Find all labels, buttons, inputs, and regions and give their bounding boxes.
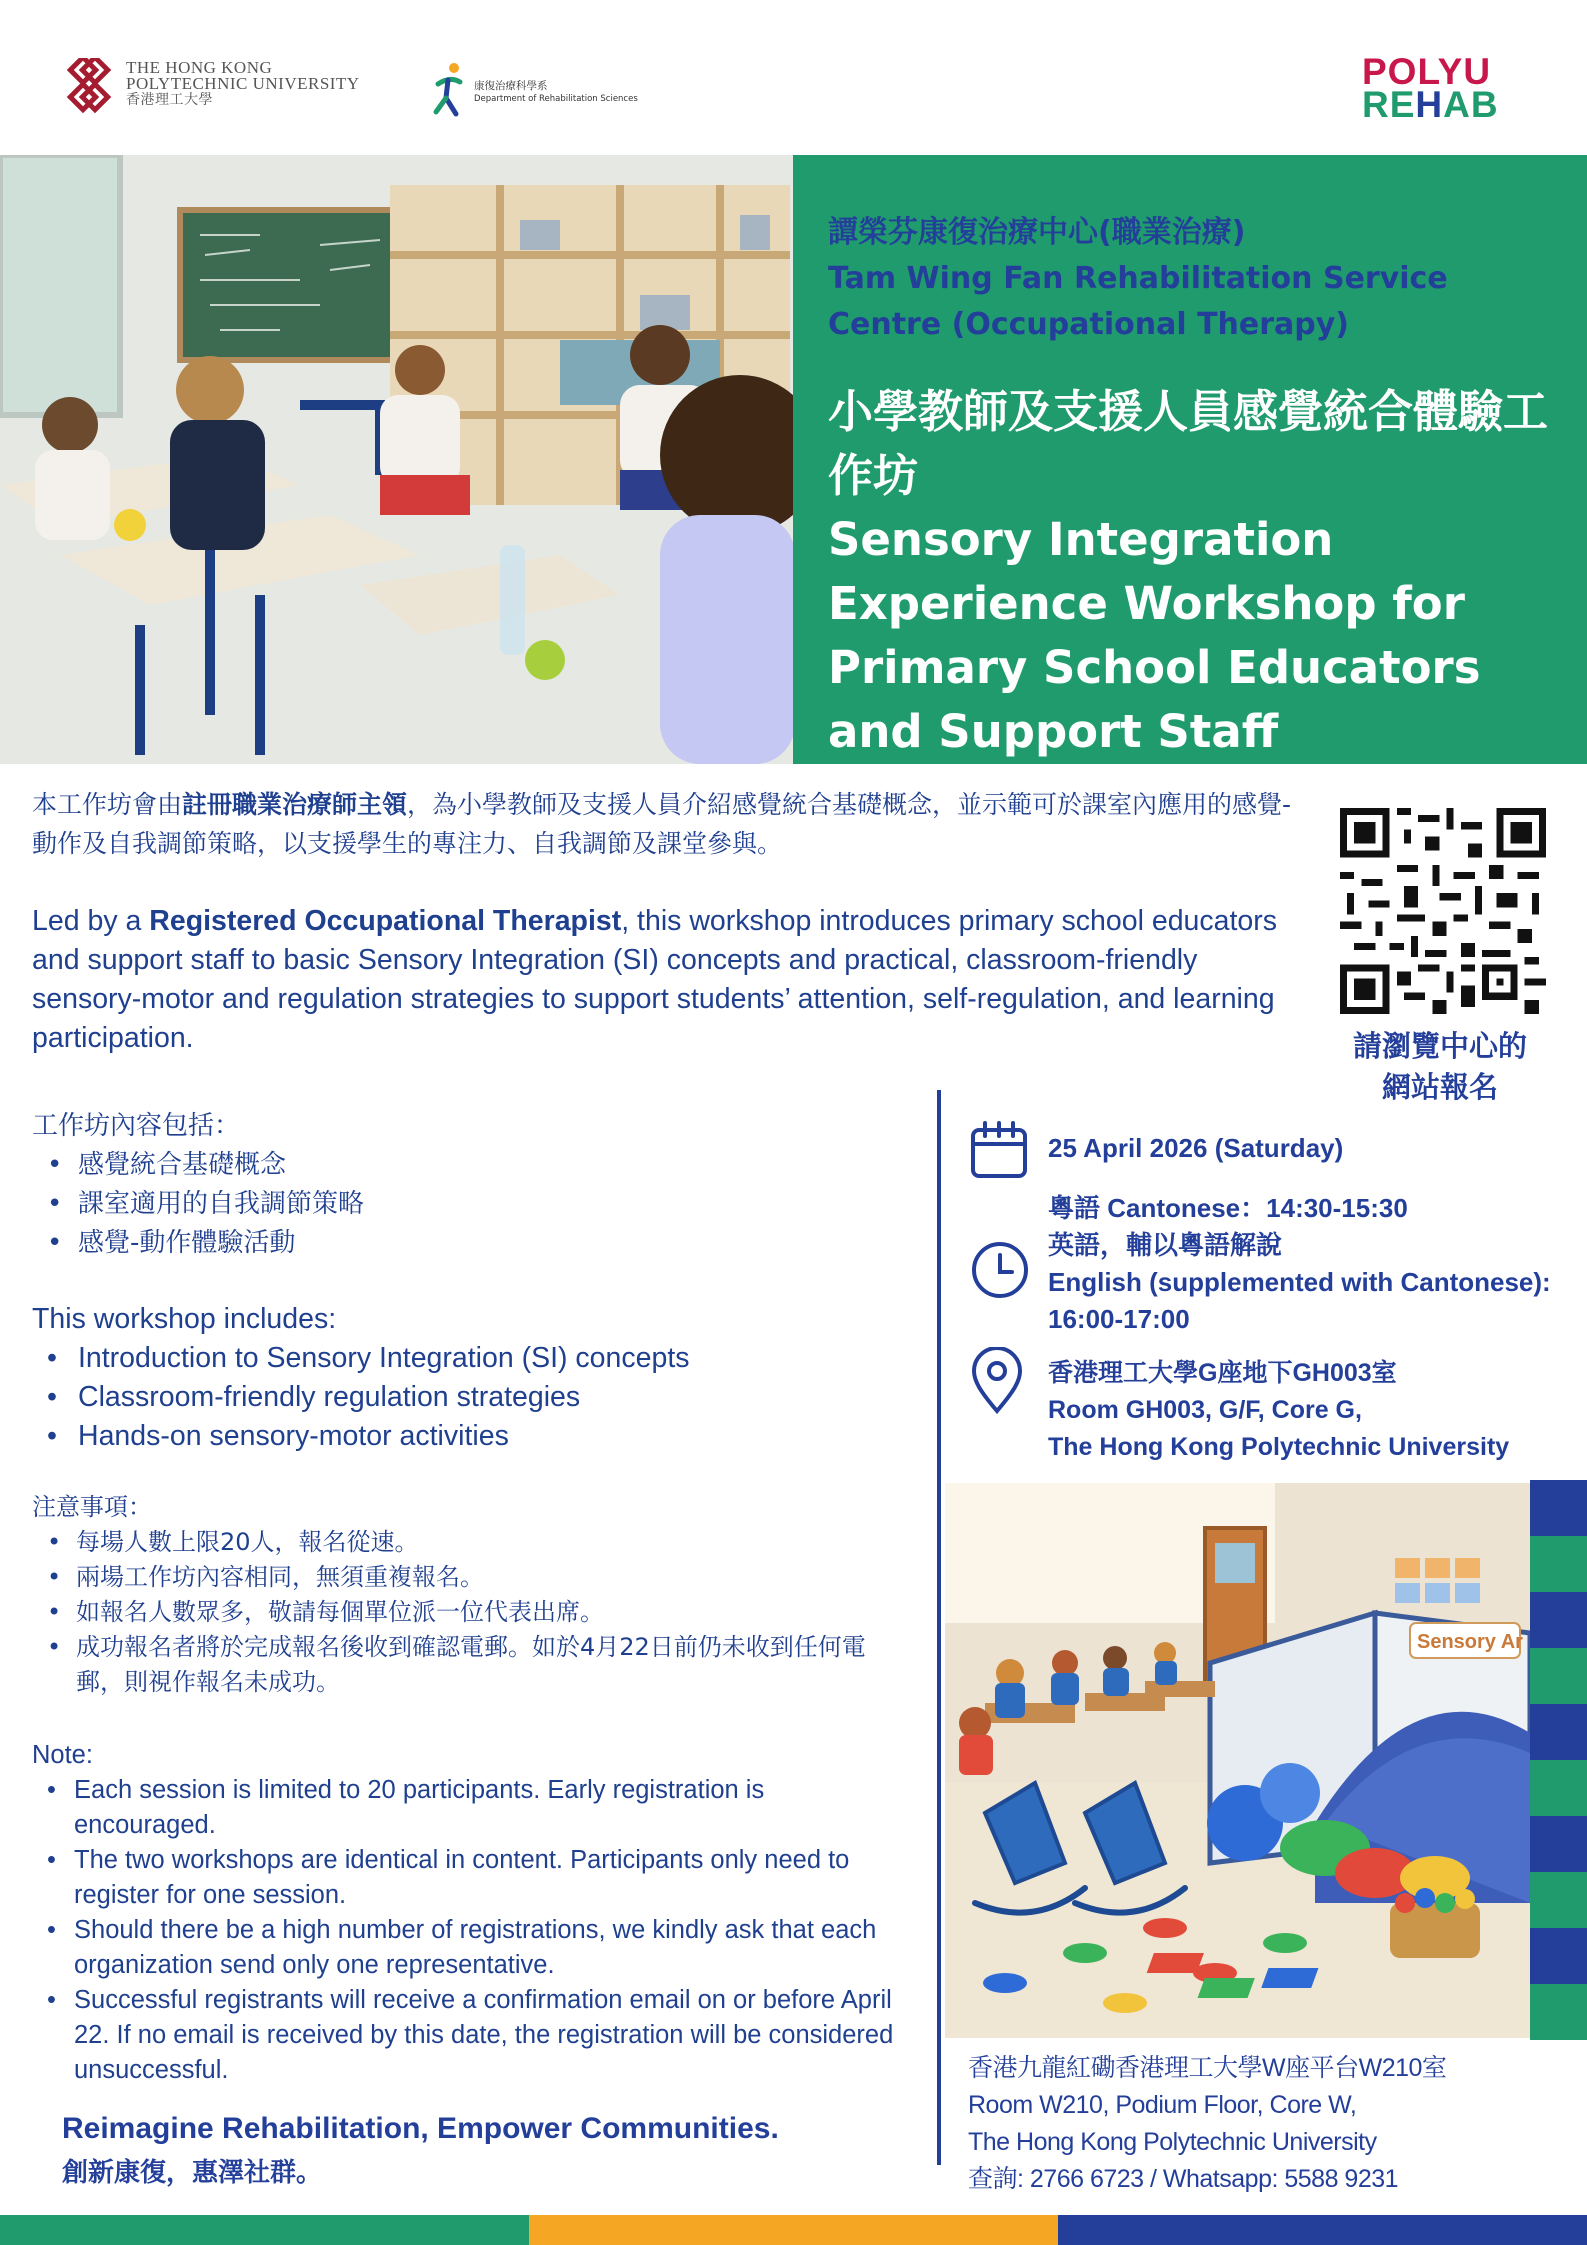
list-item: • Successful registrants will receive a confirmation email on or before April 22. If no email is received by this date, the registration will be considered unsuccessful.	[32, 1983, 912, 2088]
event-date: 25 April 2026 (Saturday)	[1048, 1133, 1344, 1163]
stripe-block	[1530, 1928, 1587, 1984]
qr-caption	[1325, 1026, 1555, 1108]
registration-qr-code[interactable]	[1340, 808, 1546, 1014]
classroom-photo	[0, 155, 793, 764]
dept-logo	[430, 60, 680, 120]
address-en-line1: Room W210, Podium Floor, Core W,	[968, 2091, 1357, 2119]
event-venue	[1048, 1355, 1578, 1466]
intro-en-before: Led by a	[32, 905, 150, 937]
venue-en-line2: The Hong Kong Polytechnic University	[1048, 1433, 1510, 1461]
intro-en-after: , this workshop introduces primary school educators and support staff to basic Sensory Integration (SI) concepts and practical, classroom-friendly sensory-motor and regulation strategies to support students’ attention, self-regulation, and learning participation.	[32, 905, 1278, 1054]
intro-zh-after: ，為小學教師及支援人員介紹感覺統合基礎概念，並示範可於課室內應用的感覺-動作及自我調節策略，以支援學生的專注力、自我調節及課堂參與。	[32, 790, 1292, 858]
clock-icon	[970, 1240, 1030, 1300]
polyu-name-zh: 香港理工大學	[126, 92, 213, 108]
polyu-rehab-logo	[1362, 51, 1499, 125]
intro-en	[32, 902, 1302, 1058]
list-item: • 感覺-動作體驗活動	[32, 1224, 932, 1263]
center-name-en: Tam Wing Fan Rehabilitation Service Centre (Occupational Therapy)	[828, 261, 1448, 342]
list-item: • 課室適用的自我調節策略	[32, 1185, 932, 1224]
list-item: • Each session is limited to 20 participants. Early registration is encouraged.	[32, 1773, 912, 1843]
sensory-area-sign: Sensory Ar	[1417, 1631, 1523, 1653]
address-en-line2: The Hong Kong Polytechnic University	[968, 2128, 1377, 2156]
calendar-icon	[970, 1120, 1028, 1180]
hero-panel	[793, 155, 1587, 764]
includes-en	[32, 1300, 932, 1456]
english-session-zh: 英語，輔以粵語解說	[1048, 1230, 1283, 1260]
notes-en-heading: Note:	[32, 1741, 93, 1769]
includes-zh-list	[32, 1146, 932, 1263]
dept-figure-icon	[430, 62, 470, 118]
rehab-logo-re: RE	[1362, 84, 1416, 125]
rehab-logo-ab: AB	[1443, 84, 1499, 125]
stripe-block	[1530, 1760, 1587, 1816]
footer-color-bar	[0, 2215, 1587, 2245]
workshop-title	[828, 380, 1573, 764]
slogan-zh: 創新康復，惠澤社群。	[62, 2158, 323, 2188]
cantonese-session: 粵語 Cantonese：14:30-15:30	[1048, 1193, 1408, 1223]
contact-info	[968, 2050, 1558, 2198]
list-item: • 感覺統合基礎概念	[32, 1146, 932, 1185]
includes-en-list	[32, 1339, 932, 1456]
dept-name-zh: 康復治療科學系	[474, 80, 548, 92]
notes-en-list	[32, 1773, 912, 2088]
list-item: • The two workshops are identical in content. Participants only need to register for one session.	[32, 1843, 912, 1913]
footer-bar-orange	[529, 2215, 1058, 2245]
stripe-block	[1530, 1536, 1587, 1592]
event-sessions	[1048, 1190, 1578, 1338]
polyu-name-line2: POLYTECHNIC UNIVERSITY	[126, 74, 360, 93]
list-item: • 成功報名者將於完成報名後收到確認電郵。如於4月22日前仍未收到任何電郵，則視作報名未成功。	[32, 1630, 912, 1700]
english-session-time: 16:00-17:00	[1048, 1304, 1190, 1334]
slogan-en: Reimagine Rehabilitation, Empower Communities.	[62, 2112, 779, 2145]
stripe-block	[1530, 1592, 1587, 1648]
sensory-room-illustration	[945, 1483, 1530, 2038]
dept-name-en: Department of Rehabilitation Sciences	[474, 94, 638, 104]
venue-en-line1: Room GH003, G/F, Core G,	[1048, 1396, 1362, 1424]
includes-zh	[32, 1107, 932, 1263]
includes-en-heading: This workshop includes:	[32, 1303, 337, 1335]
workshop-title-zh: 小學教師及支援人員感覺統合體驗工作坊	[828, 385, 1549, 502]
polyu-logo	[60, 58, 380, 128]
center-name	[828, 210, 1568, 348]
intro-zh-before: 本工作坊會由	[32, 790, 183, 819]
list-item: • 每場人數上限20人，報名從速。	[32, 1525, 912, 1560]
enquiry-phone[interactable]: 查詢: 2766 6723 / Whatsapp: 5588 9231	[968, 2165, 1399, 2193]
stripe-block	[1530, 1704, 1587, 1760]
list-item: • Should there be a high number of registrations, we kindly ask that each organization send only one representative.	[32, 1913, 912, 1983]
intro-zh-bold: 註冊職業治療師主領	[182, 790, 408, 819]
workshop-title-en: Sensory Integration Experience Workshop for Primary School Educators and Support Staff	[828, 513, 1481, 758]
list-item: • Introduction to Sensory Integration (SI) concepts	[32, 1339, 932, 1378]
list-item: • Classroom-friendly regulation strategies	[32, 1378, 932, 1417]
list-item: • Hands-on sensory-motor activities	[32, 1417, 932, 1456]
rehab-logo-h: H	[1415, 84, 1444, 125]
decorative-color-stripe	[1530, 1480, 1587, 2040]
stripe-block	[1530, 1984, 1587, 2040]
includes-zh-heading: 工作坊內容包括：	[32, 1111, 241, 1141]
address-zh: 香港九龍紅磡香港理工大學W座平台W210室	[968, 2054, 1447, 2082]
qr-caption-line1: 請瀏覽中心的	[1352, 1029, 1527, 1063]
footer-bar-blue	[1058, 2215, 1587, 2245]
center-name-zh: 譚榮芬康復治療中心(職業治療)	[828, 215, 1246, 250]
dept-name	[474, 80, 638, 106]
sensory-room-drawing	[945, 1483, 1530, 2038]
notes-zh-list	[32, 1525, 912, 1700]
notes-zh-heading: 注意事項：	[32, 1493, 152, 1521]
intro-en-bold: Registered Occupational Therapist	[149, 905, 622, 937]
rehab-logo-line2	[1362, 84, 1499, 125]
polyu-name	[126, 60, 360, 108]
location-pin-icon	[970, 1347, 1024, 1415]
notes-zh	[32, 1490, 912, 1700]
classroom-photo-illustration	[0, 155, 793, 764]
info-divider	[937, 1090, 941, 2165]
polyu-name-line1: THE HONG KONG	[126, 58, 273, 77]
polyu-emblem-icon	[60, 58, 118, 116]
rehab-logo-line1: POLYU	[1362, 51, 1492, 92]
footer-bar-green	[0, 2215, 529, 2245]
stripe-block	[1530, 1816, 1587, 1872]
stripe-block	[1530, 1648, 1587, 1704]
stripe-block	[1530, 1480, 1587, 1536]
list-item: • 如報名人數眾多，敬請每個單位派一位代表出席。	[32, 1595, 912, 1630]
intro-zh	[32, 785, 1302, 863]
english-session-en: English (supplemented with Cantonese):	[1048, 1267, 1551, 1297]
stripe-block	[1530, 1872, 1587, 1928]
notes-en	[32, 1738, 912, 2088]
list-item: • 兩場工作坊內容相同，無須重複報名。	[32, 1560, 912, 1595]
venue-zh: 香港理工大學G座地下GH003室	[1048, 1359, 1397, 1387]
qr-caption-line2: 網站報名	[1381, 1070, 1498, 1104]
